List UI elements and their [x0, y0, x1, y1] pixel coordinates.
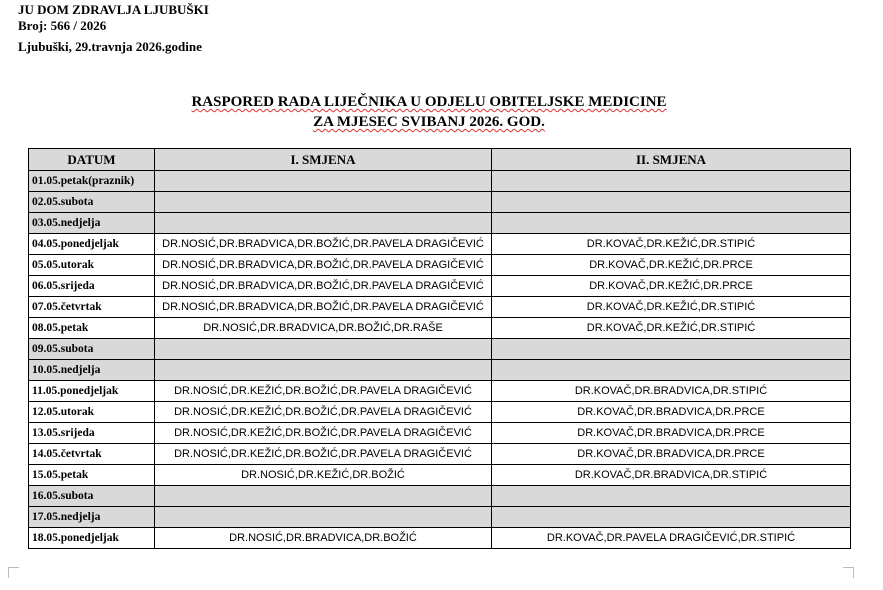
row-shift-2 — [492, 339, 851, 360]
document-header — [18, 2, 209, 55]
row-shift-2: DR.KOVAČ,DR.BRADVICA,DR.PRCE — [492, 402, 851, 423]
table-row — [29, 528, 851, 549]
row-shift-1 — [155, 213, 492, 234]
table-row — [29, 255, 851, 276]
table-row — [29, 276, 851, 297]
table-row — [29, 381, 851, 402]
row-date: 07.05.četvrtak — [29, 297, 155, 318]
row-shift-2: DR.KOVAČ,DR.BRADVICA,DR.STIPIĆ — [492, 465, 851, 486]
row-date: 09.05.subota — [29, 339, 155, 360]
table-row — [29, 213, 851, 234]
row-shift-1: DR.NOSIĆ,DR.BRADVICA,DR.BOŽIĆ,DR.PAVELA DRAGIČEVIĆ — [155, 234, 492, 255]
row-shift-2: DR.KOVAČ,DR.KEŽIĆ,DR.STIPIĆ — [492, 318, 851, 339]
table-row — [29, 402, 851, 423]
row-date: 05.05.utorak — [29, 255, 155, 276]
row-shift-1: DR.NOSIĆ,DR.KEŽIĆ,DR.BOŽIĆ,DR.PAVELA DRAGIČEVIĆ — [155, 381, 492, 402]
table-header-row — [29, 149, 851, 171]
row-date: 15.05.petak — [29, 465, 155, 486]
row-date: 18.05.ponedjeljak — [29, 528, 155, 549]
row-shift-1: DR.NOSIĆ,DR.BRADVICA,DR.BOŽIĆ,DR.PAVELA DRAGIČEVIĆ — [155, 297, 492, 318]
schedule-table — [28, 148, 851, 549]
row-shift-1: DR.NOSIĆ,DR.BRADVICA,DR.BOŽIĆ — [155, 528, 492, 549]
row-date: 12.05.utorak — [29, 402, 155, 423]
schedule-body — [29, 171, 851, 549]
row-date: 10.05.nedjelja — [29, 360, 155, 381]
row-shift-1 — [155, 360, 492, 381]
table-row — [29, 360, 851, 381]
row-shift-2 — [492, 507, 851, 528]
table-row — [29, 192, 851, 213]
table-row — [29, 234, 851, 255]
row-shift-2: DR.KOVAČ,DR.PAVELA DRAGIČEVIĆ,DR.STIPIĆ — [492, 528, 851, 549]
table-row — [29, 507, 851, 528]
row-shift-1: DR.NOSIĆ,DR.BRADVICA,DR.BOŽIĆ,DR.PAVELA DRAGIČEVIĆ — [155, 276, 492, 297]
header-date: DATUM — [29, 149, 155, 171]
table-row — [29, 465, 851, 486]
row-date: 02.05.subota — [29, 192, 155, 213]
header-shift-2: II. SMJENA — [492, 149, 851, 171]
institution-name: JU DOM ZDRAVLJA LJUBUŠKI — [18, 2, 209, 17]
row-date: 17.05.nedjelja — [29, 507, 155, 528]
row-shift-1 — [155, 507, 492, 528]
row-shift-2: DR.KOVAČ,DR.KEŽIĆ,DR.PRCE — [492, 276, 851, 297]
table-row — [29, 486, 851, 507]
page-corner-mark-right — [843, 567, 854, 578]
table-row — [29, 297, 851, 318]
row-date: 01.05.petak(praznik) — [29, 171, 155, 192]
row-shift-2 — [492, 192, 851, 213]
row-shift-2 — [492, 486, 851, 507]
table-row — [29, 444, 851, 465]
row-shift-1 — [155, 171, 492, 192]
row-shift-1: DR.NOSIĆ,DR.KEŽIĆ,DR.BOŽIĆ,DR.PAVELA DRAGIČEVIĆ — [155, 402, 492, 423]
row-shift-2: DR.KOVAČ,DR.BRADVICA,DR.STIPIĆ — [492, 381, 851, 402]
row-date: 03.05.nedjelja — [29, 213, 155, 234]
row-date: 06.05.srijeda — [29, 276, 155, 297]
row-date: 13.05.srijeda — [29, 423, 155, 444]
row-date: 04.05.ponedjeljak — [29, 234, 155, 255]
table-row — [29, 339, 851, 360]
row-date: 16.05.subota — [29, 486, 155, 507]
place-and-date: Ljubuški, 29.travnja 2026.godine — [18, 39, 202, 54]
row-shift-2 — [492, 213, 851, 234]
page-corner-mark-left — [8, 567, 19, 578]
title-line-1: RASPORED RADA LIJEČNIKA U ODJELU OBITELJSKE MEDICINE — [191, 94, 667, 110]
document-title — [0, 92, 858, 132]
row-date: 08.05.petak — [29, 318, 155, 339]
document-number: Broj: 566 / 2026 — [18, 18, 107, 33]
row-shift-2: DR.KOVAČ,DR.BRADVICA,DR.PRCE — [492, 444, 851, 465]
row-shift-1: DR.NOSIĆ,DR.BRADVICA,DR.BOŽIĆ,DR.RAŠE — [155, 318, 492, 339]
row-date: 14.05.četvrtak — [29, 444, 155, 465]
row-shift-1: DR.NOSIĆ,DR.KEŽIĆ,DR.BOŽIĆ,DR.PAVELA DRAGIČEVIĆ — [155, 423, 492, 444]
row-shift-1 — [155, 486, 492, 507]
table-row — [29, 171, 851, 192]
row-shift-1: DR.NOSIĆ,DR.BRADVICA,DR.BOŽIĆ,DR.PAVELA DRAGIČEVIĆ — [155, 255, 492, 276]
row-shift-2 — [492, 171, 851, 192]
row-shift-2: DR.KOVAČ,DR.BRADVICA,DR.PRCE — [492, 423, 851, 444]
row-shift-2: DR.KOVAČ,DR.KEŽIĆ,DR.PRCE — [492, 255, 851, 276]
row-shift-2: DR.KOVAČ,DR.KEŽIĆ,DR.STIPIĆ — [492, 297, 851, 318]
row-shift-1: DR.NOSIĆ,DR.KEŽIĆ,DR.BOŽIĆ — [155, 465, 492, 486]
row-shift-1 — [155, 192, 492, 213]
row-date: 11.05.ponedjeljak — [29, 381, 155, 402]
table-row — [29, 318, 851, 339]
row-shift-1: DR.NOSIĆ,DR.KEŽIĆ,DR.BOŽIĆ,DR.PAVELA DRAGIČEVIĆ — [155, 444, 492, 465]
table-row — [29, 423, 851, 444]
row-shift-2: DR.KOVAČ,DR.KEŽIĆ,DR.STIPIĆ — [492, 234, 851, 255]
row-shift-1 — [155, 339, 492, 360]
title-line-2: ZA MJESEC SVIBANJ 2026. GOD. — [313, 114, 545, 130]
header-shift-1: I. SMJENA — [155, 149, 492, 171]
row-shift-2 — [492, 360, 851, 381]
